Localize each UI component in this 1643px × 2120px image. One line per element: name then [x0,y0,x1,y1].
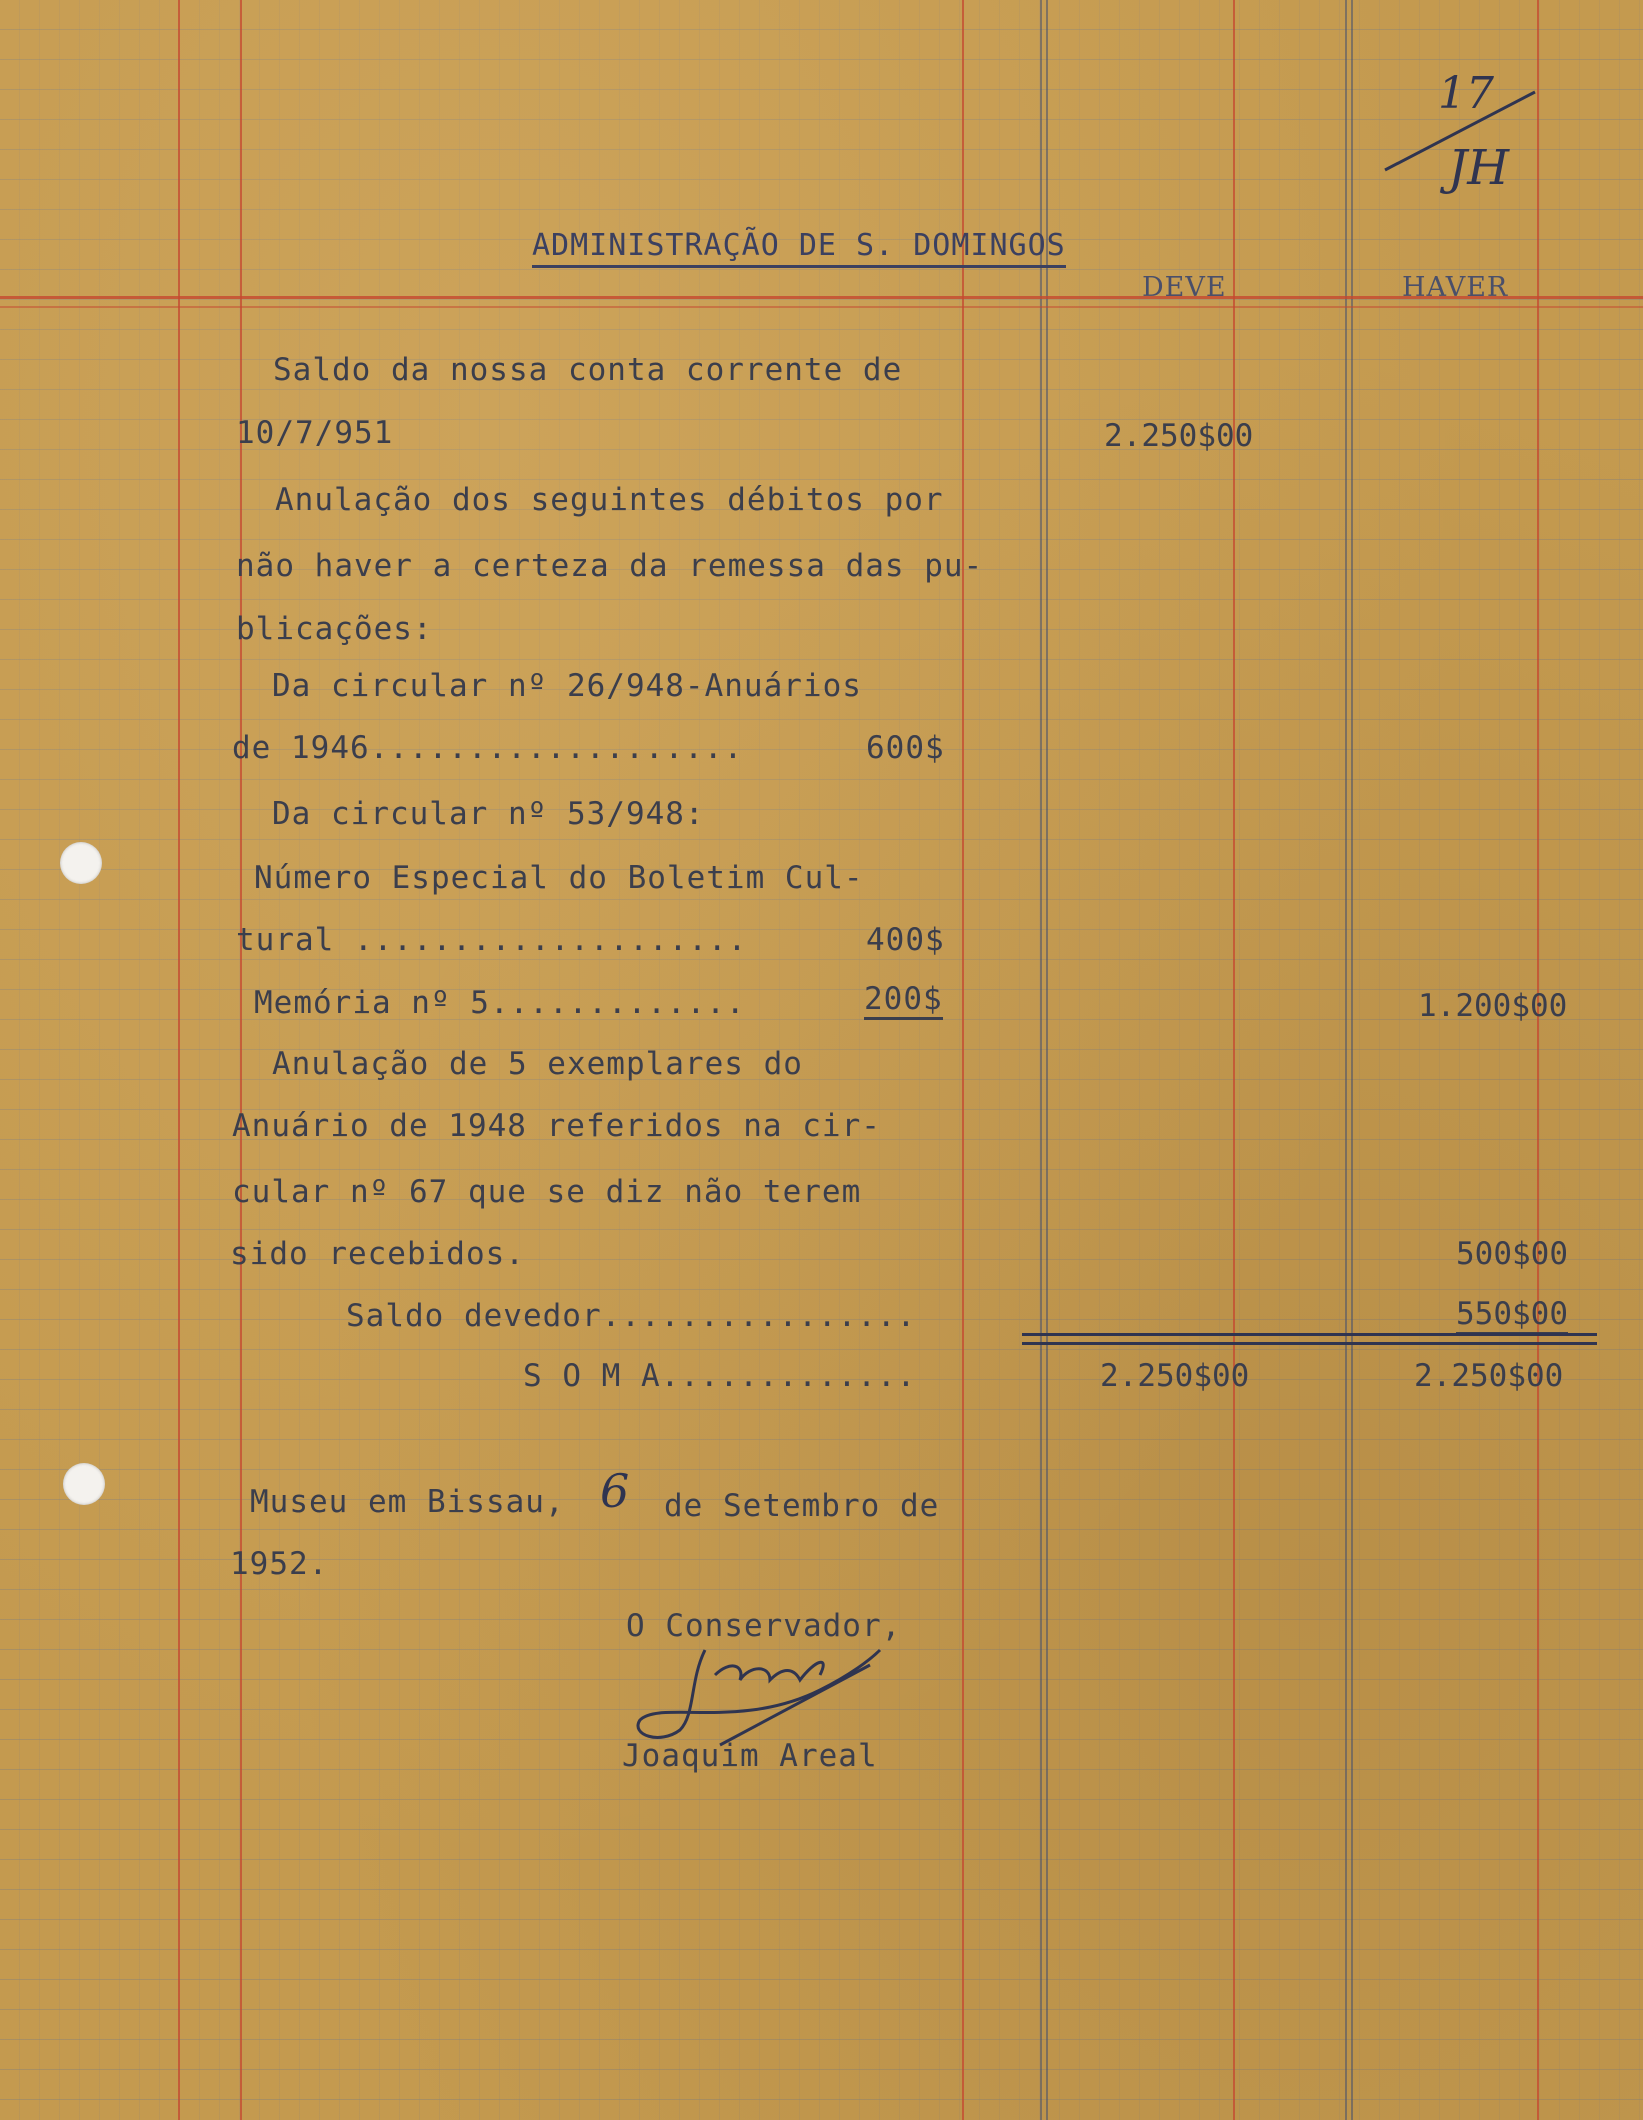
entry-line: blicações: [236,611,433,647]
punch-hole-lower [63,1463,105,1505]
haver-amount: 500$00 [1456,1236,1568,1272]
entry-amount: 400$ [866,922,945,958]
entry-line: Saldo da nossa conta corrente de [273,352,903,388]
margin-rule-text [240,0,242,2120]
entry-line: Memória nº 5............. [254,985,746,1021]
entry-line: Anulação dos seguintes débitos por [275,482,944,518]
haver-amount: 1.200$00 [1418,988,1568,1024]
page-initials-mark: JH [1448,140,1510,196]
margin-rule-left [178,0,180,2120]
entry-line: Da circular nº 26/948-Anuários [272,668,862,704]
column-rule-deve-left-2 [1046,0,1048,2120]
entry-line: de 1946................... [232,730,744,766]
entry-line: tural .................... [236,922,748,958]
header-rule [0,296,1643,299]
header-rule-2 [0,306,1643,308]
signer-name: Joaquim Areal [622,1738,878,1774]
column-header-deve: DEVE [1142,272,1227,303]
entry-line: não haver a certeza da remessa das pu- [236,548,984,584]
entry-amount: 600$ [866,730,945,766]
page-number-mark: 17 [1438,68,1494,119]
total-rule-2 [1022,1342,1597,1345]
column-rule-deve-left [1040,0,1042,2120]
total-rule-1 [1022,1333,1597,1336]
column-rule-text-end [962,0,964,2120]
entry-line: Da circular nº 53/948: [272,796,705,832]
column-header-haver: HAVER [1402,272,1509,303]
column-rule-haver-left-2 [1351,0,1353,2120]
total-deve: 2.250$00 [1100,1358,1250,1394]
haver-amount: 550$00 [1456,1296,1568,1335]
date-year: 1952. [230,1546,329,1582]
entry-line: cular nº 67 que se diz não terem [232,1174,862,1210]
page-mark-slash [1380,80,1540,180]
entry-line: Anulação de 5 exemplares do [272,1046,803,1082]
entry-line: sido recebidos. [230,1236,525,1272]
column-rule-haver-left [1345,0,1347,2120]
entry-amount: 200$ [864,981,943,1020]
entry-line: Anuário de 1948 referidos na cir- [232,1108,881,1144]
handwritten-day: 6 [600,1464,630,1518]
entry-line: Saldo devedor................ [346,1298,917,1334]
place-date-month: de Setembro de [664,1488,940,1524]
column-rule-haver-cents [1537,0,1539,2120]
deve-amount: 2.250$00 [1104,418,1254,454]
entry-line: Número Especial do Boletim Cul- [254,860,864,896]
document-title: ADMINISTRAÇÃO DE S. DOMINGOS [532,228,1066,268]
column-rule-deve-cents [1233,0,1235,2120]
signoff: O Conservador, [626,1608,902,1644]
place-date: Museu em Bissau, [250,1484,565,1520]
entry-line: S O M A............. [523,1358,917,1394]
entry-line: 10/7/951 [236,415,394,451]
total-haver: 2.250$00 [1414,1358,1564,1394]
punch-hole-upper [60,842,102,884]
